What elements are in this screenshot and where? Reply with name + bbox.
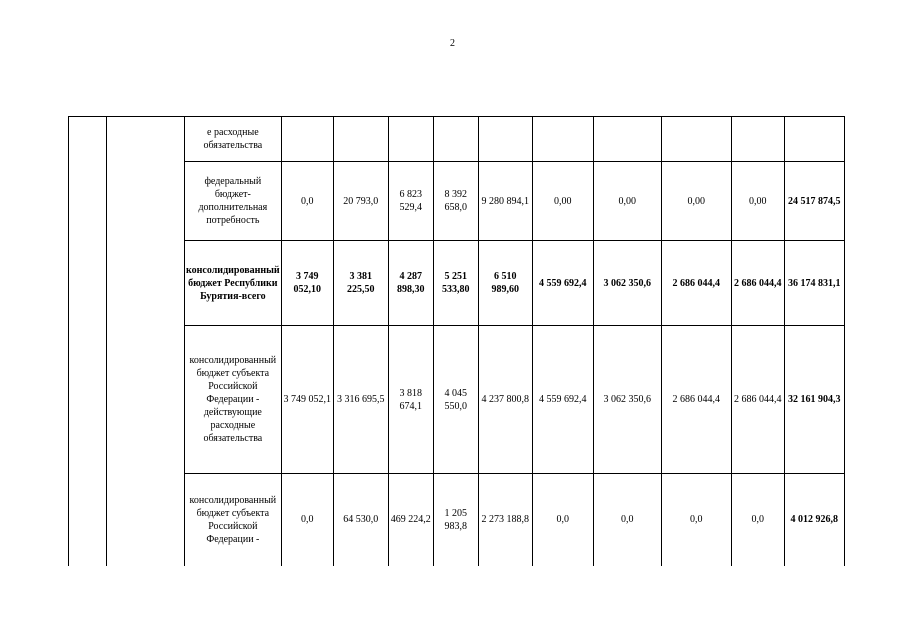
- value-cell: 6 823 529,4: [388, 162, 433, 241]
- value-cell: 2 686 044,4: [731, 326, 784, 474]
- value-cell: 4 237 800,8: [478, 326, 532, 474]
- value-cell: [532, 117, 593, 162]
- row-name: федеральный бюджет-дополнительная потребность: [185, 162, 282, 241]
- value-cell: 3 062 350,6: [593, 326, 661, 474]
- value-cell: [333, 117, 388, 162]
- value-cell: 0,0: [661, 474, 731, 566]
- value-cell: 3 749 052,1: [281, 326, 333, 474]
- table-row: [69, 162, 845, 241]
- value-cell: 0,00: [731, 162, 784, 241]
- table-row: [69, 117, 845, 162]
- total-cell: 32 161 904,3: [784, 326, 844, 474]
- value-cell: 2 686 044,4: [661, 326, 731, 474]
- value-cell: 4 287 898,30: [388, 241, 433, 326]
- value-cell: [433, 117, 478, 162]
- page-number: 2: [450, 38, 455, 49]
- value-cell: 6 510 989,60: [478, 241, 532, 326]
- value-cell: 4 559 692,4: [532, 326, 593, 474]
- value-cell: 0,0: [532, 474, 593, 566]
- value-cell: 2 273 188,8: [478, 474, 532, 566]
- value-cell: [478, 117, 532, 162]
- value-cell: 4 559 692,4: [532, 241, 593, 326]
- table-row: [69, 241, 845, 326]
- value-cell: 3 818 674,1: [388, 326, 433, 474]
- value-cell: [661, 117, 731, 162]
- value-cell: 0,0: [731, 474, 784, 566]
- value-cell: 2 686 044,4: [731, 241, 784, 326]
- value-cell: 0,00: [532, 162, 593, 241]
- value-cell: 64 530,0: [333, 474, 388, 566]
- row-name: е расходные обязательства: [185, 117, 282, 162]
- value-cell: 0,0: [593, 474, 661, 566]
- value-cell: 4 045 550,0: [433, 326, 478, 474]
- row-name: консолидированный бюджет субъекта Российской Федерации -: [185, 474, 282, 566]
- value-cell: 2 686 044,4: [661, 241, 731, 326]
- value-cell: 0,00: [593, 162, 661, 241]
- total-cell: 4 012 926,8: [784, 474, 844, 566]
- value-cell: 5 251 533,80: [433, 241, 478, 326]
- value-cell: 8 392 658,0: [433, 162, 478, 241]
- table-row: [69, 326, 845, 474]
- total-cell: 24 517 874,5: [784, 162, 844, 241]
- value-cell: [593, 117, 661, 162]
- value-cell: [731, 117, 784, 162]
- table-row: [69, 474, 845, 566]
- row-name: консолидированный бюджет Республики Бурятия-всего: [185, 241, 282, 326]
- value-cell: [388, 117, 433, 162]
- value-cell: 0,0: [281, 162, 333, 241]
- value-cell: 3 062 350,6: [593, 241, 661, 326]
- value-cell: 1 205 983,8: [433, 474, 478, 566]
- value-cell: 20 793,0: [333, 162, 388, 241]
- value-cell: 469 224,2: [388, 474, 433, 566]
- row-name: консолидированный бюджет субъекта Российской Федерации - действующие расходные обязательства: [185, 326, 282, 474]
- value-cell: 0,0: [281, 474, 333, 566]
- total-cell: [784, 117, 844, 162]
- empty-cell: [107, 117, 185, 566]
- total-cell: 36 174 831,1: [784, 241, 844, 326]
- empty-cell: [69, 117, 107, 566]
- value-cell: 0,00: [661, 162, 731, 241]
- value-cell: 9 280 894,1: [478, 162, 532, 241]
- value-cell: 3 316 695,5: [333, 326, 388, 474]
- value-cell: 3 749 052,10: [281, 241, 333, 326]
- budget-table: [68, 116, 845, 566]
- value-cell: 3 381 225,50: [333, 241, 388, 326]
- value-cell: [281, 117, 333, 162]
